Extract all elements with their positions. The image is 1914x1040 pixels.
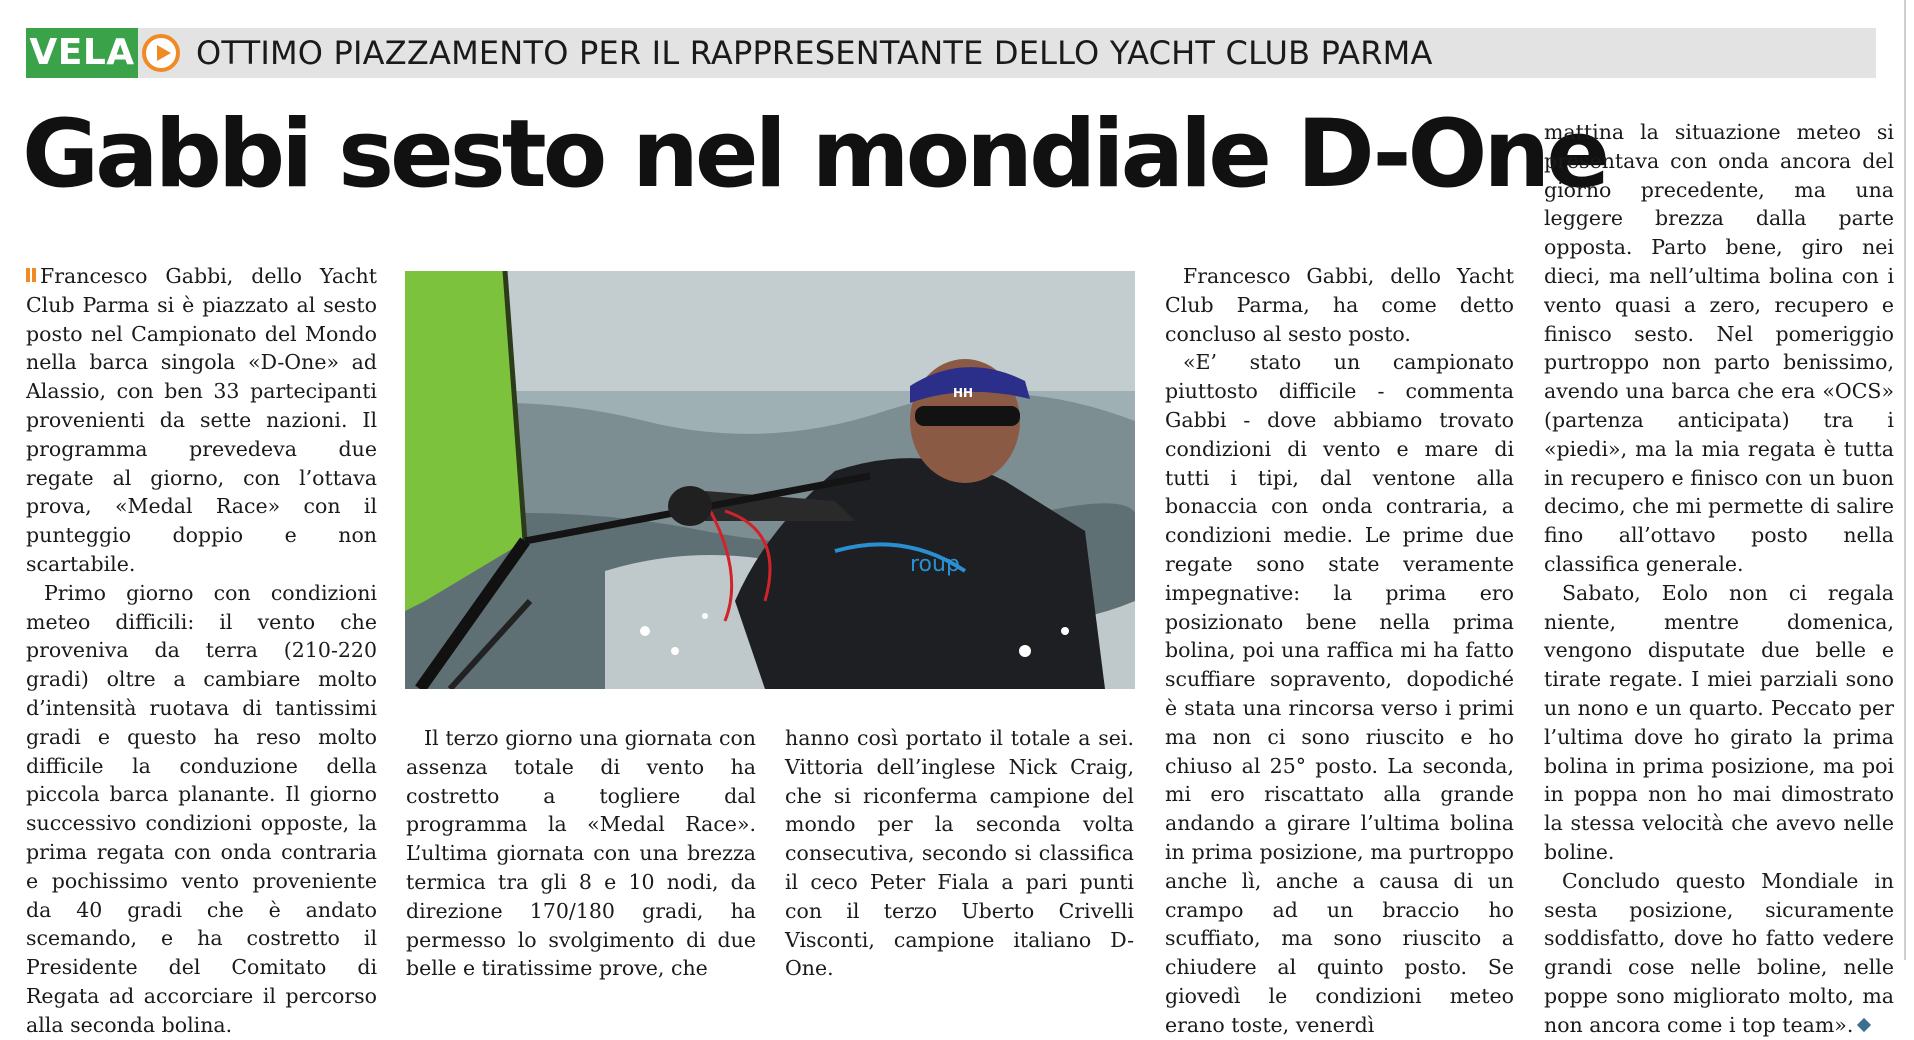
article-photo (405, 271, 1135, 689)
paragraph: Primo giorno con condizioni meteo difficili: il vento che proveniva da terra (210-220 gradi) oltre a cambiare molto d’intensità ruotava di tantissimi gradi e questo ha reso molto difficile la conduzione della piccola barca planante. Il giorno successivo condizioni opposte, la prima regata con onda contraria e pochissimo vento proveniente da 40 gradi che è andato scemando, e ha costretto il Presidente del Comitato di Regata ad accorciare il percorso alla seconda bolina. (26, 580, 377, 1037)
paragraph: «E’ stato un campionato piuttosto difficile - commenta Gabbi - dove abbiamo trovato condizioni di vento e mare di tutti i tipi, dal ventone alla bonaccia con onda contraria, a condizioni medie. Le prime due regate sono state veramente impegnative: la prima ero posizionato bene nella prima bolina, poi una raffica mi ha fatto scuffiare sopravento, dopodiché è stata una rincorsa verso i primi ma non ci sono riuscito e ho chiuso al 25° posto. La seconda, mi ero riscattato alla grande andando a girare l’ultima bolina in prima posizione, ma purtroppo anche lì, anche a causa di un crampo ad un braccio ho scuffiato, ma sono riuscito a chiudere al quinto posto. Se giovedì le condizioni meteo erano toste, venerdì (1165, 350, 1514, 1037)
article-column-1 (26, 262, 377, 1040)
headline: Gabbi sesto nel mondiale D-One (22, 100, 1607, 209)
paragraph: hanno così portato il totale a sei. Vittoria dell’inglese Nick Craig, che si riconferma campione del mondo per la seconda volta consecutiva, secondo si classifica il ceco Peter Fiala a pari punti con il terzo Uberto Crivelli Visconti, campione italiano D-One. (785, 726, 1134, 981)
page-edge-divider (1904, 0, 1906, 960)
section-tag: VELA (26, 28, 138, 78)
end-mark-icon (1857, 1018, 1871, 1032)
lead-marker-icon (26, 268, 36, 282)
paragraph: Concludo questo Mondiale in sesta posizione, sicuramente soddisfatto, dove ho fatto vedere grandi cose nelle boline, nelle poppe sono migliorato molto, ma non ancora come i top team». (1544, 868, 1894, 1037)
suit-text: roup (910, 552, 960, 577)
paragraph: Francesco Gabbi, dello Yacht Club Parma, ha come detto concluso al sesto posto. (1165, 264, 1514, 346)
kicker-text: OTTIMO PIAZZAMENTO PER IL RAPPRESENTANTE DELLO YACHT CLUB PARMA (196, 34, 1433, 72)
article-column-3 (785, 724, 1134, 983)
article-column-2 (406, 724, 756, 983)
paragraph: mattina la situazione meteo si presentava con onda ancora del giorno precedente, ma una leggere brezza dalla parte opposta. Parto bene, giro nei dieci, ma nell’ultima bolina con i vento quasi a zero, recupero e finisco sesto. Nel pomeriggio purtroppo non parto benissimo, avendo una barca che era «OCS» (partenza anticipata) tra i «piedi», ma la mia regata è tutta in recupero e finisco con un buon decimo, che mi permette di salire fino all’ottavo posto nella classifica generale. (1544, 120, 1894, 576)
play-icon (142, 34, 180, 72)
paragraph: Sabato, Eolo non ci regala niente, mentre domenica, vengono disputate due belle e tirate regate. I miei parziali sono un nono e un quarto. Peccato per l’ultima dove ho girato la prima bolina in prima posizione, ma poi in poppa non ho mai dimostrato la stessa velocità che avevo nelle boline. (1544, 580, 1894, 864)
paragraph: Francesco Gabbi, dello Yacht Club Parma si è piazzato al sesto posto nel Campionato del Mondo nella barca singola «D-One» ad Alassio, con ben 33 partecipanti provenienti da sette nazioni. Il programma prevedeva due regate al giorno, con l’ottava prova, «Medal Race» con il punteggio doppio e non scartabile. (26, 264, 377, 576)
article-column-4 (1165, 262, 1514, 1040)
article-column-5 (1544, 118, 1894, 1040)
visor-logo: HH (953, 386, 974, 400)
paragraph: Il terzo giorno una giornata con assenza totale di vento ha costretto a togliere dal programma la «Medal Race». L’ultima giornata con una brezza termica tra gli 8 e 10 nodi, da direzione 170/180 gradi, ha permesso lo svolgimento di due belle e tiratissime prove, che (406, 726, 756, 981)
